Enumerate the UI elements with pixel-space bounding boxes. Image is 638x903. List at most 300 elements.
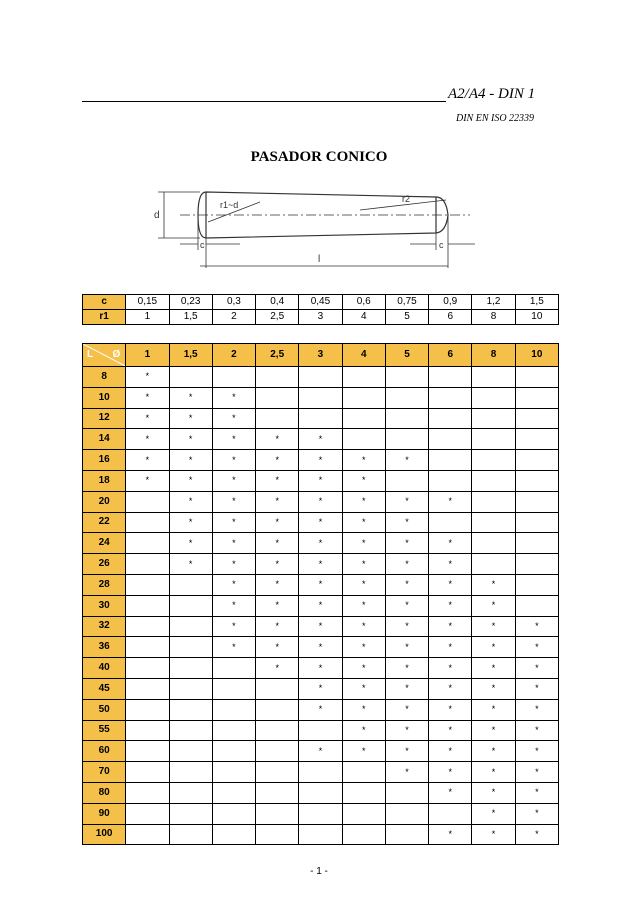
availability-mark: * bbox=[472, 658, 515, 679]
length-label: l bbox=[318, 254, 321, 265]
availability-mark: * bbox=[385, 741, 428, 762]
empty-cell bbox=[169, 595, 212, 616]
param-value: 1,5 bbox=[515, 295, 558, 310]
availability-mark: * bbox=[212, 637, 255, 658]
empty-cell bbox=[472, 367, 515, 388]
availability-mark: * bbox=[126, 450, 169, 471]
empty-cell bbox=[126, 616, 169, 637]
availability-mark: * bbox=[472, 616, 515, 637]
empty-cell bbox=[126, 720, 169, 741]
empty-cell bbox=[256, 782, 299, 803]
availability-mark: * bbox=[472, 782, 515, 803]
availability-mark: * bbox=[256, 470, 299, 491]
availability-mark: * bbox=[472, 741, 515, 762]
param-label: c bbox=[83, 295, 126, 310]
page-number: - 1 - bbox=[310, 866, 328, 877]
availability-mark: * bbox=[429, 533, 472, 554]
empty-cell bbox=[212, 824, 255, 845]
availability-mark: * bbox=[212, 533, 255, 554]
empty-cell bbox=[515, 429, 558, 450]
empty-cell bbox=[515, 367, 558, 388]
param-value: 0,15 bbox=[126, 295, 169, 310]
empty-cell bbox=[472, 408, 515, 429]
availability-mark: * bbox=[472, 824, 515, 845]
param-value: 1 bbox=[126, 310, 169, 325]
parameter-table bbox=[82, 294, 559, 325]
param-value: 0,23 bbox=[169, 295, 212, 310]
availability-mark: * bbox=[299, 616, 342, 637]
availability-mark: * bbox=[472, 720, 515, 741]
availability-mark: * bbox=[385, 616, 428, 637]
length-label: 90 bbox=[83, 803, 126, 824]
empty-cell bbox=[126, 762, 169, 783]
empty-cell bbox=[169, 616, 212, 637]
availability-mark: * bbox=[256, 658, 299, 679]
empty-cell bbox=[472, 491, 515, 512]
empty-cell bbox=[429, 367, 472, 388]
availability-mark: * bbox=[515, 720, 558, 741]
table-row bbox=[83, 824, 559, 845]
empty-cell bbox=[429, 408, 472, 429]
availability-mark: * bbox=[385, 658, 428, 679]
availability-mark: * bbox=[126, 470, 169, 491]
availability-mark: * bbox=[342, 678, 385, 699]
param-value: 4 bbox=[342, 310, 385, 325]
table-row bbox=[83, 637, 559, 658]
empty-cell bbox=[169, 782, 212, 803]
length-label: 12 bbox=[83, 408, 126, 429]
empty-cell bbox=[515, 408, 558, 429]
empty-cell bbox=[256, 824, 299, 845]
availability-mark: * bbox=[299, 741, 342, 762]
availability-mark: * bbox=[515, 658, 558, 679]
empty-cell bbox=[256, 741, 299, 762]
empty-cell bbox=[169, 574, 212, 595]
availability-mark: * bbox=[385, 533, 428, 554]
availability-mark: * bbox=[212, 574, 255, 595]
availability-mark: * bbox=[429, 720, 472, 741]
availability-mark: * bbox=[299, 637, 342, 658]
empty-cell bbox=[342, 762, 385, 783]
empty-cell bbox=[385, 387, 428, 408]
availability-mark: * bbox=[515, 741, 558, 762]
length-label: 16 bbox=[83, 450, 126, 471]
availability-mark: * bbox=[299, 533, 342, 554]
empty-cell bbox=[169, 824, 212, 845]
availability-mark: * bbox=[472, 699, 515, 720]
availability-mark: * bbox=[212, 429, 255, 450]
availability-mark: * bbox=[515, 678, 558, 699]
empty-cell bbox=[515, 470, 558, 491]
empty-cell bbox=[429, 470, 472, 491]
length-label: 10 bbox=[83, 387, 126, 408]
empty-cell bbox=[515, 574, 558, 595]
empty-cell bbox=[126, 554, 169, 575]
param-value: 0,45 bbox=[299, 295, 342, 310]
empty-cell bbox=[212, 367, 255, 388]
availability-mark: * bbox=[342, 470, 385, 491]
empty-cell bbox=[169, 741, 212, 762]
diameter-header: 1 bbox=[126, 344, 169, 367]
table-row bbox=[83, 741, 559, 762]
availability-mark: * bbox=[299, 658, 342, 679]
availability-mark: * bbox=[472, 574, 515, 595]
empty-cell bbox=[126, 595, 169, 616]
availability-mark: * bbox=[472, 678, 515, 699]
header-rule bbox=[82, 101, 446, 102]
empty-cell bbox=[256, 699, 299, 720]
availability-mark: * bbox=[515, 699, 558, 720]
length-label: 18 bbox=[83, 470, 126, 491]
availability-mark: * bbox=[429, 574, 472, 595]
availability-mark: * bbox=[385, 637, 428, 658]
availability-mark: * bbox=[472, 762, 515, 783]
param-value: 1,2 bbox=[472, 295, 515, 310]
availability-mark: * bbox=[299, 491, 342, 512]
availability-mark: * bbox=[429, 595, 472, 616]
r2-label: r2 bbox=[402, 194, 411, 204]
availability-mark: * bbox=[256, 512, 299, 533]
availability-mark: * bbox=[429, 616, 472, 637]
d-label: d bbox=[154, 210, 160, 221]
empty-cell bbox=[256, 408, 299, 429]
empty-cell bbox=[169, 762, 212, 783]
length-label: 36 bbox=[83, 637, 126, 658]
availability-mark: * bbox=[299, 470, 342, 491]
table-row bbox=[83, 429, 559, 450]
empty-cell bbox=[342, 824, 385, 845]
diameter-header: 2 bbox=[212, 344, 255, 367]
availability-mark: * bbox=[212, 491, 255, 512]
empty-cell bbox=[299, 782, 342, 803]
param-value: 0,4 bbox=[256, 295, 299, 310]
empty-cell bbox=[212, 782, 255, 803]
availability-mark: * bbox=[256, 450, 299, 471]
diameter-header: 2,5 bbox=[256, 344, 299, 367]
empty-cell bbox=[256, 367, 299, 388]
param-value: 6 bbox=[429, 310, 472, 325]
empty-cell bbox=[126, 574, 169, 595]
empty-cell bbox=[169, 637, 212, 658]
diameter-header: 10 bbox=[515, 344, 558, 367]
header-subtitle: DIN EN ISO 22339 bbox=[456, 113, 535, 124]
availability-mark: * bbox=[256, 637, 299, 658]
empty-cell bbox=[429, 450, 472, 471]
empty-cell bbox=[472, 429, 515, 450]
diameter-header: 3 bbox=[299, 344, 342, 367]
empty-cell bbox=[515, 533, 558, 554]
param-value: 10 bbox=[515, 310, 558, 325]
length-label: 8 bbox=[83, 367, 126, 388]
availability-mark: * bbox=[385, 450, 428, 471]
availability-mark: * bbox=[169, 554, 212, 575]
empty-cell bbox=[126, 699, 169, 720]
availability-mark: * bbox=[342, 658, 385, 679]
availability-mark: * bbox=[385, 574, 428, 595]
empty-cell bbox=[299, 803, 342, 824]
length-label: 45 bbox=[83, 678, 126, 699]
availability-mark: * bbox=[256, 554, 299, 575]
availability-mark: * bbox=[256, 574, 299, 595]
tapered-pin-drawing bbox=[140, 180, 510, 280]
empty-cell bbox=[385, 429, 428, 450]
empty-cell bbox=[472, 512, 515, 533]
availability-mark: * bbox=[342, 616, 385, 637]
empty-cell bbox=[342, 408, 385, 429]
empty-cell bbox=[126, 533, 169, 554]
length-label: 26 bbox=[83, 554, 126, 575]
availability-mark: * bbox=[299, 450, 342, 471]
availability-mark: * bbox=[342, 512, 385, 533]
length-label: 14 bbox=[83, 429, 126, 450]
availability-mark: * bbox=[169, 470, 212, 491]
document-title: PASADOR CONICO bbox=[250, 149, 388, 165]
empty-cell bbox=[256, 803, 299, 824]
diameter-header: 6 bbox=[429, 344, 472, 367]
availability-mark: * bbox=[126, 429, 169, 450]
availability-mark: * bbox=[342, 554, 385, 575]
availability-mark: * bbox=[385, 720, 428, 741]
length-label: 50 bbox=[83, 699, 126, 720]
availability-mark: * bbox=[169, 533, 212, 554]
empty-cell bbox=[126, 741, 169, 762]
empty-cell bbox=[126, 678, 169, 699]
empty-cell bbox=[385, 824, 428, 845]
empty-cell bbox=[212, 720, 255, 741]
param-row-r1 bbox=[83, 310, 559, 325]
table-row bbox=[83, 658, 559, 679]
empty-cell bbox=[299, 762, 342, 783]
empty-cell bbox=[515, 450, 558, 471]
availability-mark: * bbox=[515, 803, 558, 824]
availability-mark: * bbox=[385, 512, 428, 533]
empty-cell bbox=[126, 782, 169, 803]
availability-mark: * bbox=[169, 491, 212, 512]
param-value: 2 bbox=[212, 310, 255, 325]
empty-cell bbox=[429, 803, 472, 824]
empty-cell bbox=[515, 387, 558, 408]
length-label: 24 bbox=[83, 533, 126, 554]
availability-mark: * bbox=[169, 429, 212, 450]
availability-mark: * bbox=[429, 637, 472, 658]
table-row bbox=[83, 803, 559, 824]
availability-mark: * bbox=[212, 554, 255, 575]
table-row bbox=[83, 491, 559, 512]
empty-cell bbox=[169, 803, 212, 824]
availability-mark: * bbox=[429, 491, 472, 512]
empty-cell bbox=[212, 658, 255, 679]
availability-mark: * bbox=[429, 782, 472, 803]
param-value: 1,5 bbox=[169, 310, 212, 325]
empty-cell bbox=[212, 741, 255, 762]
availability-mark: * bbox=[212, 512, 255, 533]
empty-cell bbox=[299, 720, 342, 741]
empty-cell bbox=[212, 762, 255, 783]
empty-cell bbox=[256, 720, 299, 741]
availability-mark: * bbox=[429, 824, 472, 845]
empty-cell bbox=[299, 824, 342, 845]
param-value: 0,9 bbox=[429, 295, 472, 310]
param-value: 2,5 bbox=[256, 310, 299, 325]
empty-cell bbox=[169, 367, 212, 388]
diameter-axis-label: Ø bbox=[112, 349, 121, 360]
availability-mark: * bbox=[169, 512, 212, 533]
empty-cell bbox=[385, 367, 428, 388]
empty-cell bbox=[515, 595, 558, 616]
availability-mark: * bbox=[472, 595, 515, 616]
availability-mark: * bbox=[385, 762, 428, 783]
length-label: 20 bbox=[83, 491, 126, 512]
empty-cell bbox=[256, 678, 299, 699]
availability-mark: * bbox=[385, 554, 428, 575]
empty-cell bbox=[472, 470, 515, 491]
availability-mark: * bbox=[212, 408, 255, 429]
table-row bbox=[83, 616, 559, 637]
empty-cell bbox=[429, 429, 472, 450]
empty-cell bbox=[342, 387, 385, 408]
table-row bbox=[83, 720, 559, 741]
param-row-c bbox=[83, 295, 559, 310]
param-value: 0,75 bbox=[385, 295, 428, 310]
availability-mark: * bbox=[169, 450, 212, 471]
param-label: r1 bbox=[83, 310, 126, 325]
r1-label: r1~d bbox=[220, 200, 239, 210]
availability-mark: * bbox=[429, 699, 472, 720]
size-table-header bbox=[83, 344, 559, 367]
param-value: 0,6 bbox=[342, 295, 385, 310]
empty-cell bbox=[472, 450, 515, 471]
diameter-header: 1,5 bbox=[169, 344, 212, 367]
empty-cell bbox=[126, 803, 169, 824]
availability-mark: * bbox=[515, 782, 558, 803]
table-row bbox=[83, 470, 559, 491]
empty-cell bbox=[126, 658, 169, 679]
diameter-header: 5 bbox=[385, 344, 428, 367]
availability-mark: * bbox=[342, 574, 385, 595]
availability-mark: * bbox=[385, 699, 428, 720]
table-row bbox=[83, 533, 559, 554]
empty-cell bbox=[385, 782, 428, 803]
table-row bbox=[83, 762, 559, 783]
empty-cell bbox=[429, 512, 472, 533]
length-label: 100 bbox=[83, 824, 126, 845]
availability-mark: * bbox=[342, 741, 385, 762]
availability-mark: * bbox=[429, 554, 472, 575]
empty-cell bbox=[299, 408, 342, 429]
empty-cell bbox=[385, 408, 428, 429]
empty-cell bbox=[212, 678, 255, 699]
availability-mark: * bbox=[385, 595, 428, 616]
availability-mark: * bbox=[212, 387, 255, 408]
availability-mark: * bbox=[429, 741, 472, 762]
availability-mark: * bbox=[169, 408, 212, 429]
length-label: 32 bbox=[83, 616, 126, 637]
empty-cell bbox=[256, 762, 299, 783]
availability-mark: * bbox=[385, 678, 428, 699]
length-label: 80 bbox=[83, 782, 126, 803]
availability-mark: * bbox=[256, 533, 299, 554]
availability-mark: * bbox=[256, 491, 299, 512]
availability-mark: * bbox=[299, 699, 342, 720]
table-row bbox=[83, 574, 559, 595]
length-label: 28 bbox=[83, 574, 126, 595]
empty-cell bbox=[126, 824, 169, 845]
empty-cell bbox=[385, 470, 428, 491]
availability-mark: * bbox=[429, 678, 472, 699]
availability-mark: * bbox=[342, 595, 385, 616]
param-value: 3 bbox=[299, 310, 342, 325]
table-row bbox=[83, 387, 559, 408]
availability-mark: * bbox=[429, 762, 472, 783]
c-left-label: c bbox=[200, 240, 205, 250]
table-row bbox=[83, 678, 559, 699]
size-availability-table bbox=[82, 343, 559, 845]
empty-cell bbox=[169, 658, 212, 679]
availability-mark: * bbox=[299, 595, 342, 616]
availability-mark: * bbox=[256, 616, 299, 637]
empty-cell bbox=[169, 678, 212, 699]
availability-mark: * bbox=[126, 408, 169, 429]
availability-mark: * bbox=[169, 387, 212, 408]
length-label: 55 bbox=[83, 720, 126, 741]
length-axis-label: L bbox=[87, 349, 94, 360]
availability-mark: * bbox=[342, 533, 385, 554]
empty-cell bbox=[212, 699, 255, 720]
length-label: 22 bbox=[83, 512, 126, 533]
table-row bbox=[83, 554, 559, 575]
empty-cell bbox=[169, 699, 212, 720]
availability-mark: * bbox=[515, 824, 558, 845]
availability-mark: * bbox=[342, 699, 385, 720]
availability-mark: * bbox=[126, 387, 169, 408]
empty-cell bbox=[342, 367, 385, 388]
c-right-label: c bbox=[439, 240, 444, 250]
availability-mark: * bbox=[126, 367, 169, 388]
param-value: 8 bbox=[472, 310, 515, 325]
empty-cell bbox=[126, 491, 169, 512]
availability-mark: * bbox=[256, 595, 299, 616]
availability-mark: * bbox=[256, 429, 299, 450]
empty-cell bbox=[515, 491, 558, 512]
availability-mark: * bbox=[342, 720, 385, 741]
table-row bbox=[83, 408, 559, 429]
availability-mark: * bbox=[299, 429, 342, 450]
table-row bbox=[83, 595, 559, 616]
param-value: 0,3 bbox=[212, 295, 255, 310]
empty-cell bbox=[342, 782, 385, 803]
availability-mark: * bbox=[212, 616, 255, 637]
empty-cell bbox=[126, 512, 169, 533]
availability-mark: * bbox=[299, 574, 342, 595]
empty-cell bbox=[299, 367, 342, 388]
availability-mark: * bbox=[472, 803, 515, 824]
empty-cell bbox=[385, 803, 428, 824]
table-row bbox=[83, 512, 559, 533]
diameter-header: 8 bbox=[472, 344, 515, 367]
table-row bbox=[83, 699, 559, 720]
availability-mark: * bbox=[212, 450, 255, 471]
length-label: 30 bbox=[83, 595, 126, 616]
length-label: 70 bbox=[83, 762, 126, 783]
availability-mark: * bbox=[212, 470, 255, 491]
availability-mark: * bbox=[429, 658, 472, 679]
empty-cell bbox=[515, 554, 558, 575]
empty-cell bbox=[515, 512, 558, 533]
availability-mark: * bbox=[342, 491, 385, 512]
corner-cell bbox=[83, 344, 126, 367]
length-label: 60 bbox=[83, 741, 126, 762]
empty-cell bbox=[472, 554, 515, 575]
